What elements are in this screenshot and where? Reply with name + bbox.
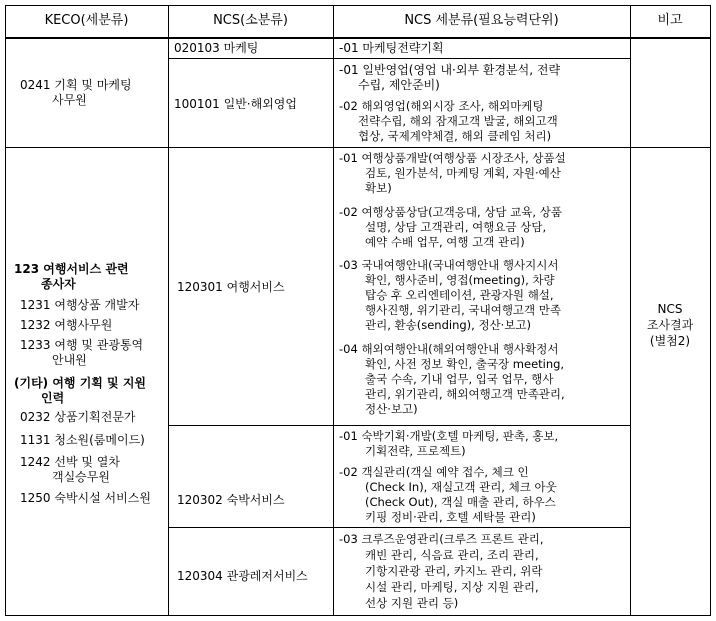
- detail-120302-02-l4: 키핑 정비·관리, 호텔 세탁물 관리): [365, 510, 536, 524]
- keco-123-title-l2: 종사자: [41, 277, 76, 291]
- section-separator: [5, 147, 711, 148]
- ncs-120302: 120302 숙박서비스: [177, 493, 285, 507]
- ncs-120301: 120301 여행서비스: [177, 280, 285, 294]
- keco-123-title-l1: 123 여행서비스 관련: [14, 262, 129, 276]
- detail-100101-02-l2: 전략수립, 해외 잠재고객 발굴, 해외고객: [358, 114, 558, 128]
- row-line-302: [168, 527, 630, 528]
- keco-1250: 1250 숙박시설 서비스원: [20, 491, 151, 505]
- header-note: 비고: [657, 13, 683, 28]
- detail-120302-01-l1: -01 숙박기획·개발(호텔 마케팅, 판촉, 홍보,: [339, 429, 559, 443]
- detail-120301-02-l2: 설명, 상담 고객관리, 여행요금 상담,: [365, 220, 547, 234]
- keco-1233-l2: 안내원: [52, 353, 87, 367]
- detail-120304-03-l4: 시설 관리, 마케팅, 지상 지원 관리,: [365, 580, 539, 594]
- keco-0241-line2: 사무원: [52, 93, 87, 107]
- header-separator: [5, 37, 711, 39]
- detail-100101-02-l1: -02 해외영업(해외시장 조사, 해외마케팅: [339, 99, 544, 113]
- detail-120302-02-l3: (Check Out), 객실 매출 관리, 하우스: [365, 495, 556, 509]
- detail-120301-02-l1: -02 여행상품상담(고객응대, 상담 교육, 상품: [339, 205, 562, 219]
- note-line1: NCS: [657, 302, 683, 316]
- column-divider-2: [333, 5, 334, 616]
- keco-1233-l1: 1233 여행 및 관광통역: [20, 338, 144, 352]
- ncs-120304: 120304 관광레저서비스: [177, 569, 308, 583]
- detail-120301-03-l2: 확인, 행사준비, 영접(meeting), 차량: [365, 273, 555, 287]
- keco-etc-title-l1: (기타) 여행 기획 및 지원: [14, 376, 147, 390]
- detail-100101-01-l1: -01 일반영업(영업 내·외부 환경분석, 전략: [339, 63, 561, 77]
- detail-120301-03-l1: -03 국내여행안내(국내여행안내 행사지시서: [339, 258, 559, 272]
- header-keco: KECO(세분류): [44, 13, 129, 28]
- row-line-mkt: [168, 58, 630, 59]
- detail-120304-03-l5: 선상 지원 관리 등): [365, 596, 459, 610]
- keco-1242-l2: 객실승무원: [52, 470, 110, 484]
- detail-120302-02-l1: -02 객실관리(객실 예약 접수, 체크 인: [339, 465, 529, 479]
- keco-1231: 1231 여행상품 개발자: [20, 298, 140, 312]
- keco-1232: 1232 여행사무원: [20, 318, 113, 332]
- detail-120301-01-l1: -01 여행상품개발(여행상품 시장조사, 상품설: [339, 151, 566, 165]
- ncs-020103: 020103 마케팅: [174, 41, 259, 55]
- column-divider-1: [168, 5, 169, 616]
- keco-1131: 1131 청소원(룸메이드): [20, 433, 145, 447]
- keco-1242-l1: 1242 선박 및 열차: [20, 455, 120, 469]
- detail-120301-04-l5: 정산·보고): [365, 402, 418, 416]
- detail-120301-04-l4: 관리, 위기관리, 해외여행고객 만족관리,: [365, 387, 565, 401]
- detail-100101-01-l2: 수립, 제안준비): [358, 78, 440, 92]
- keco-etc-title-l2: 인력: [41, 391, 65, 405]
- detail-120302-01-l2: 기획전략, 프로젝트): [365, 444, 466, 458]
- detail-120301-03-l5: 관리, 환송(sending), 정산·보고): [365, 318, 532, 332]
- detail-120301-02-l3: 예약 수배 업무, 여행 고객 관리): [365, 235, 525, 249]
- detail-100101-02-l3: 협상, 국제계약체결, 해외 클레임 처리): [358, 129, 552, 143]
- row-line-301: [168, 425, 630, 426]
- note-line3: (별첨2): [649, 334, 691, 348]
- detail-120301-01-l3: 확보): [365, 181, 392, 195]
- detail-020103-01: -01 마케팅전략기획: [339, 41, 444, 55]
- note-line2: 조사결과: [646, 318, 694, 332]
- detail-120301-03-l3: 탑승 후 오리엔테이션, 관광자원 해설,: [365, 288, 554, 302]
- header-ncs-detail: NCS 세분류(필요능력단위): [404, 13, 559, 28]
- keco-0232: 0232 상품기획전문가: [20, 410, 136, 424]
- detail-120301-04-l1: -04 해외여행안내(해외여행안내 행사확정서: [339, 342, 559, 356]
- detail-120304-03-l1: -03 크루즈운영관리(크루즈 프론트 관리,: [339, 532, 544, 546]
- detail-120301-03-l4: 행사진행, 위기관리, 국내여행고객 만족: [365, 303, 562, 317]
- detail-120304-03-l2: 캐빈 관리, 식음료 관리, 조리 관리,: [365, 548, 539, 562]
- detail-120301-04-l3: 출국 수속, 기내 업무, 입국 업무, 행사: [365, 372, 554, 386]
- detail-120302-02-l2: (Check In), 재실고객 관리, 체크 아웃: [365, 480, 557, 494]
- detail-120304-03-l3: 기항지관광 관리, 카지노 관리, 위락: [365, 564, 543, 578]
- detail-120301-04-l2: 확인, 사전 정보 확인, 출국장 meeting,: [365, 357, 565, 371]
- ncs-100101: 100101 일반·해외영업: [174, 97, 297, 111]
- header-ncs-sub: NCS(소분류): [213, 13, 288, 28]
- detail-120301-01-l2: 검토, 원가분석, 마케팅 계획, 자원·예산: [365, 166, 561, 180]
- table-left-border: [5, 5, 6, 616]
- keco-0241-line1: 0241 기획 및 마케팅: [20, 78, 132, 92]
- table-bottom-border: [5, 615, 711, 616]
- table-right-border: [710, 5, 711, 616]
